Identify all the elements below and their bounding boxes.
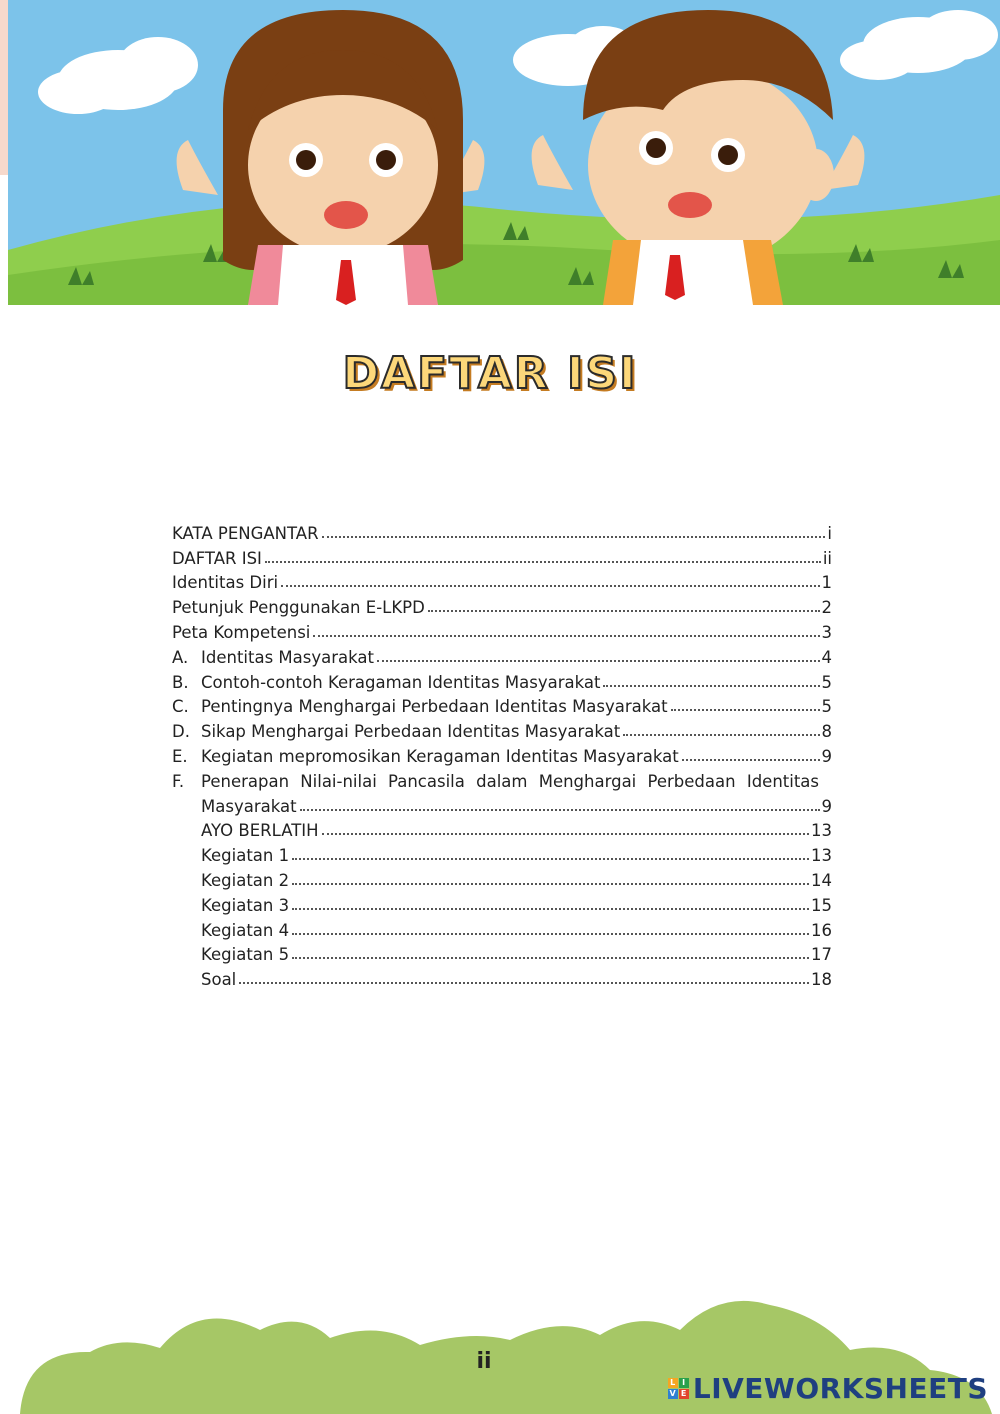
liveworksheets-brand[interactable] (668, 1372, 988, 1405)
toc-entry[interactable] (172, 964, 832, 989)
toc-leader-dots (292, 957, 809, 959)
toc-entry-label: Identitas Masyarakat (201, 647, 374, 667)
toc-entry-letter: F. (172, 771, 185, 791)
toc-leader-dots (322, 536, 826, 538)
toc-entry[interactable] (172, 940, 832, 965)
toc-entry-label: Pentingnya Menghargai Perbedaan Identitas Masyarakat (201, 697, 668, 717)
toc-entry[interactable] (172, 741, 832, 766)
toc-entry-label: Kegiatan 4 (201, 920, 290, 940)
toc-leader-dots (300, 809, 820, 811)
toc-entry-label: DAFTAR ISI (172, 548, 262, 568)
table-of-contents (172, 518, 832, 989)
toc-entry[interactable] (172, 617, 832, 642)
toc-entry-label: Kegiatan mepromosikan Keragaman Identitas Masyarakat (201, 746, 679, 766)
toc-entry-letter: D. (172, 722, 190, 742)
toc-entry-letter: A. (172, 647, 189, 667)
toc-entry-label: Sikap Menghargai Perbedaan Identitas Masyarakat (201, 722, 621, 742)
toc-entry[interactable] (172, 716, 832, 741)
toc-leader-dots (292, 933, 809, 935)
toc-leader-dots (623, 734, 819, 736)
toc-entry[interactable] (172, 518, 832, 543)
toc-entry[interactable] (172, 915, 832, 940)
toc-entry-page: 1 (821, 573, 832, 593)
toc-entry-page: 3 (821, 622, 832, 642)
left-edge-strip (0, 0, 8, 175)
toc-entry-line (172, 766, 832, 791)
toc-entry[interactable] (172, 642, 832, 667)
toc-entry[interactable] (172, 592, 832, 617)
toc-entry-label: Petunjuk Penggunakan E-LKPD (172, 598, 425, 618)
toc-entry-label: Masyarakat (201, 796, 297, 816)
toc-entry-letter: C. (172, 697, 189, 717)
toc-leader-dots (265, 561, 821, 563)
toc-entry-label: Contoh-contoh Keragaman Identitas Masyarakat (201, 672, 601, 692)
toc-entry-page: 9 (821, 796, 832, 816)
toc-leader-dots (377, 660, 820, 662)
toc-entry-label: Identitas Diri (172, 573, 279, 593)
toc-leader-dots (292, 883, 809, 885)
toc-entry[interactable] (172, 816, 832, 841)
toc-leader-dots (313, 635, 819, 637)
toc-entry-label: Peta Kompetensi (172, 622, 311, 642)
toc-entry-label: Kegiatan 3 (201, 895, 290, 915)
logo-letter: E (679, 1389, 689, 1399)
header-illustration (8, 0, 1000, 305)
toc-entry[interactable] (172, 840, 832, 865)
toc-entry-label: Kegiatan 1 (201, 846, 290, 866)
logo-letter: I (679, 1378, 689, 1388)
toc-leader-dots (292, 908, 809, 910)
toc-entry-label: AYO BERLATIH (201, 821, 319, 841)
toc-entry-label: Kegiatan 5 (201, 945, 290, 965)
toc-leader-dots (603, 685, 819, 687)
toc-entry-page: 2 (821, 598, 832, 618)
logo-letter: L (668, 1378, 678, 1388)
toc-entry-page: 15 (811, 895, 832, 915)
toc-entry-page: 5 (821, 672, 832, 692)
toc-entry[interactable] (172, 692, 832, 717)
toc-leader-dots (292, 858, 809, 860)
toc-entry-page: 16 (811, 920, 832, 940)
toc-entry-page: 4 (821, 647, 832, 667)
logo-letter: V (669, 1389, 677, 1398)
toc-leader-dots (671, 709, 820, 711)
toc-entry-label: KATA PENGANTAR (172, 523, 319, 543)
page-title: DAFTAR ISI (342, 348, 638, 399)
brand-name: LIVEWORKSHEETS (692, 1372, 988, 1405)
toc-leader-dots (682, 759, 820, 761)
toc-entry-page: 5 (821, 697, 832, 717)
toc-entry-page: 9 (821, 746, 832, 766)
toc-entry-label: Penerapan Nilai-nilai Pancasila dalam Menghargai Perbedaan Identitas (201, 771, 820, 791)
toc-entry-page: i (827, 523, 832, 543)
toc-entry[interactable] (172, 568, 832, 593)
toc-leader-dots (322, 833, 809, 835)
toc-leader-dots (281, 585, 819, 587)
toc-entry-label: Kegiatan 2 (201, 870, 290, 890)
toc-entry-page: 17 (811, 945, 832, 965)
toc-entry-page: 8 (821, 722, 832, 742)
toc-entry-page: ii (822, 548, 832, 568)
toc-entry[interactable] (172, 791, 832, 816)
toc-entry-page: 13 (811, 846, 832, 866)
toc-entry-letter: E. (172, 746, 188, 766)
toc-entry[interactable] (172, 543, 832, 568)
toc-entry-letter: B. (172, 672, 189, 692)
page-number: ii (476, 1349, 492, 1374)
toc-leader-dots (239, 982, 809, 984)
toc-entry[interactable] (172, 890, 832, 915)
toc-entry-page: 14 (811, 870, 832, 890)
toc-entry-page: 13 (811, 821, 832, 841)
toc-entry-page: 18 (811, 970, 832, 990)
toc-leader-dots (428, 610, 820, 612)
toc-entry[interactable] (172, 865, 832, 890)
toc-entry[interactable] (172, 667, 832, 692)
liveworksheets-logo-icon (668, 1378, 689, 1399)
toc-entry-label: Soal (201, 970, 237, 990)
